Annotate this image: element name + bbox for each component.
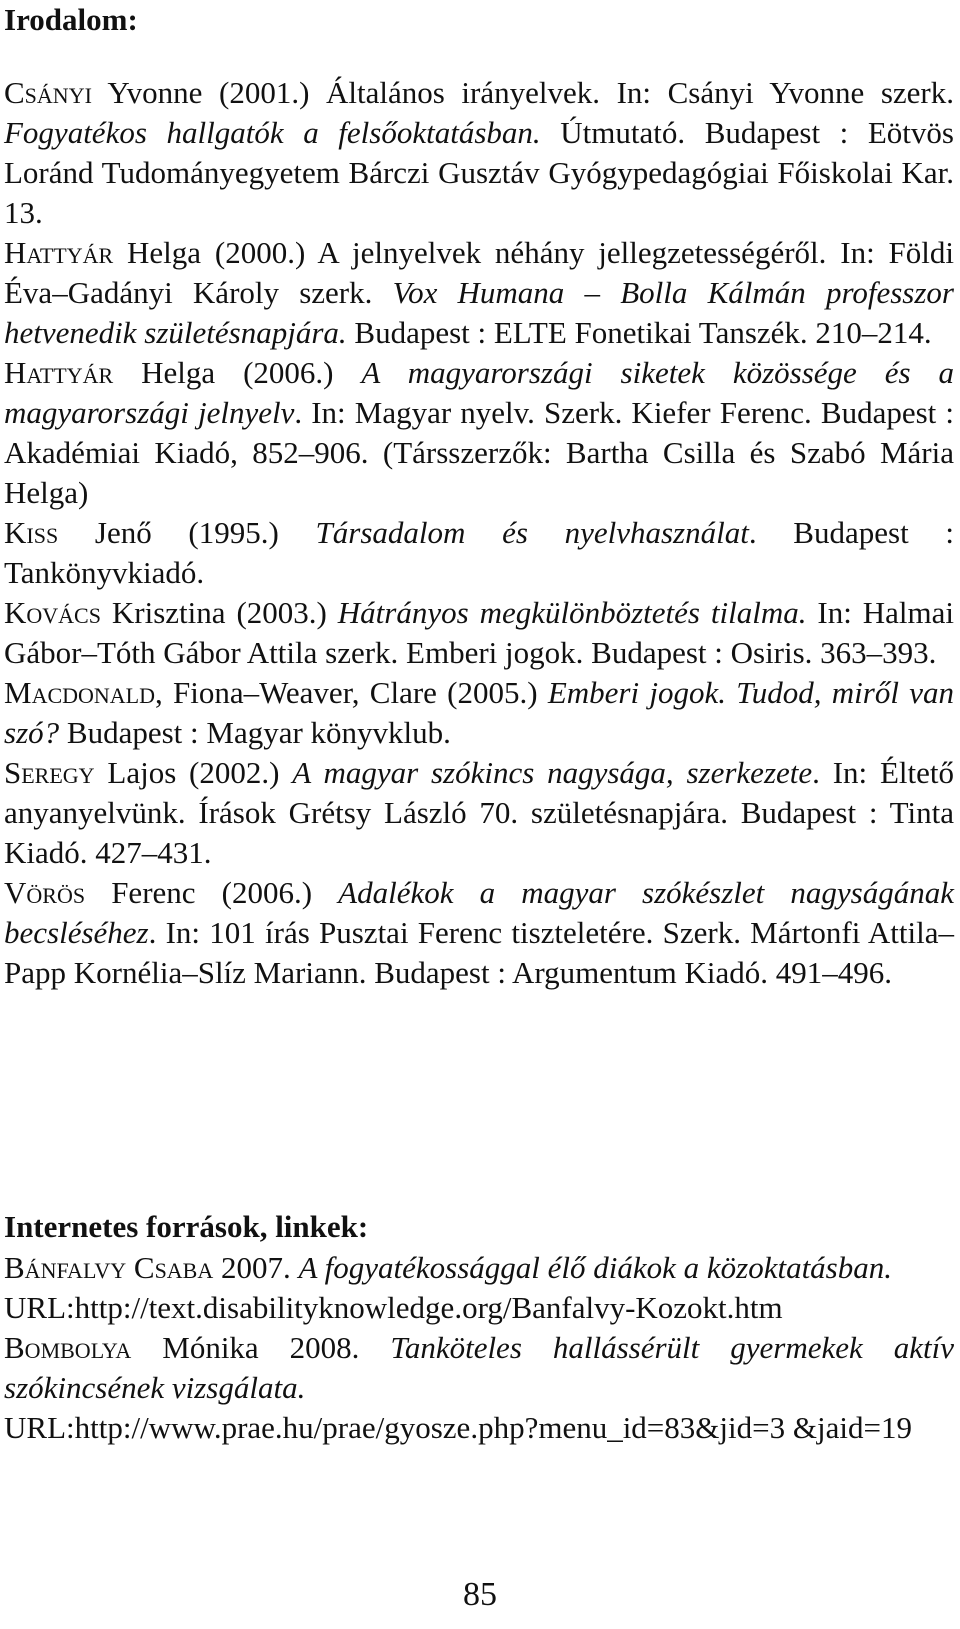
reference-publication: Budapest : Magyar könyvklub.	[59, 715, 451, 750]
reference-title: Emberi jogok. Tudod, miről van szó?	[4, 675, 954, 750]
references-heading: Irodalom:	[4, 2, 138, 37]
source-url[interactable]: URL:http://text.disabilityknowledge.org/Banfalvy-Kozokt.htm	[4, 1290, 783, 1325]
reference-title: Adalékok a magyar szókészlet nagyságának becsléséhez	[4, 875, 954, 950]
reference-author: Kiss	[4, 515, 59, 550]
reference-author: Seregy	[4, 755, 95, 790]
reference-entry	[4, 353, 954, 513]
reference-author: Hattyár	[4, 235, 114, 270]
internet-source-entry	[4, 1328, 954, 1408]
reference-author: Vörös	[4, 875, 86, 910]
reference-entry	[4, 513, 954, 593]
reference-title: A magyar szókincs nagysága, szerkezete	[292, 755, 813, 790]
reference-title: Fogyatékos hallgatók a felsőoktatásban.	[4, 115, 541, 150]
reference-publication: . In: 101 írás Pusztai Ferenc tiszteletére. Szerk. Mártonfi Attila–Papp Kornélia–Slíz Mariann. Budapest : Argumentum Kiadó. 491–496.	[4, 915, 954, 990]
reference-title: Vox Humana – Bolla Kálmán professzor hetvenedik születésnapjára.	[4, 275, 954, 350]
reference-title: A magyarországi siketek közössége és a magyarországi jelnyelv	[4, 355, 954, 430]
source-url[interactable]: URL:http://www.prae.hu/prae/gyosze.php?menu_id=83&jid=3 &jaid=19	[4, 1410, 912, 1445]
reference-details: Lajos (2002.)	[94, 755, 293, 790]
reference-details: Jenő (1995.)	[58, 515, 316, 550]
source-title: A fogyatékossággal élő diákok a közoktatásban.	[298, 1250, 892, 1285]
reference-publication: Budapest : ELTE Fonetikai Tanszék. 210–214.	[346, 315, 932, 350]
reference-entry	[4, 753, 954, 873]
source-author: Bombolya	[4, 1330, 132, 1365]
reference-entry	[4, 873, 954, 993]
reference-list	[4, 73, 954, 993]
reference-details: Krisztina (2003.)	[100, 595, 338, 630]
reference-details: Ferenc (2006.)	[85, 875, 339, 910]
reference-entry	[4, 73, 954, 233]
reference-details: Helga (2000.) A jelnyelvek néhány jellegzetességéről. In: Földi Éva–Gadányi Károly szerk.	[4, 235, 954, 310]
reference-author: Hattyár	[4, 355, 114, 390]
reference-publication: . Budapest : Tankönyvkiadó.	[4, 515, 954, 590]
reference-entry	[4, 593, 954, 673]
source-title: Tanköteles hallássérült gyermekek aktív szókincsének vizsgálata.	[4, 1330, 954, 1405]
reference-author: Kovács	[4, 595, 101, 630]
reference-details: Yvonne (2001.) Általános irányelvek. In: Csányi Yvonne szerk.	[91, 75, 954, 110]
reference-publication: Útmutató. Budapest : Eötvös Loránd Tudományegyetem Bárczi Gusztáv Gyógypedagógiai Főiskolai Kar. 13.	[4, 115, 954, 230]
internet-source-list	[4, 1248, 954, 1448]
reference-title: Hátrányos megkülönböztetés tilalma.	[337, 595, 807, 630]
reference-publication: In: Halmai Gábor–Tóth Gábor Attila szerk. Emberi jogok. Budapest : Osiris. 363–393.	[4, 595, 955, 670]
reference-author: Csányi	[4, 75, 92, 110]
source-year: 2007.	[213, 1250, 299, 1285]
page-number: 85	[463, 1576, 497, 1613]
reference-publication: . In: Magyar nyelv. Szerk. Kiefer Ferenc. Budapest : Akadémiai Kiadó, 852–906. (Társszerzők: Bartha Csilla és Szabó Mária Helga)	[4, 395, 954, 510]
reference-entry	[4, 233, 954, 353]
reference-publication: . In: Éltető anyanyelvünk. Írások Grétsy László 70. születésnapjára. Budapest : Tinta Kiadó. 427–431.	[4, 755, 954, 870]
reference-details: Helga (2006.)	[113, 355, 362, 390]
reference-author: Macdonald	[4, 675, 156, 710]
reference-title: Társadalom és nyelvhasználat	[315, 515, 749, 550]
reference-details: , Fiona–Weaver, Clare (2005.)	[155, 675, 548, 710]
source-author: Bánfalvy Csaba	[4, 1250, 214, 1285]
internet-sources-heading: Internetes források, linkek:	[4, 1209, 369, 1244]
reference-entry	[4, 673, 954, 753]
internet-source-entry	[4, 1248, 954, 1288]
source-year: Mónika 2008.	[131, 1330, 391, 1365]
